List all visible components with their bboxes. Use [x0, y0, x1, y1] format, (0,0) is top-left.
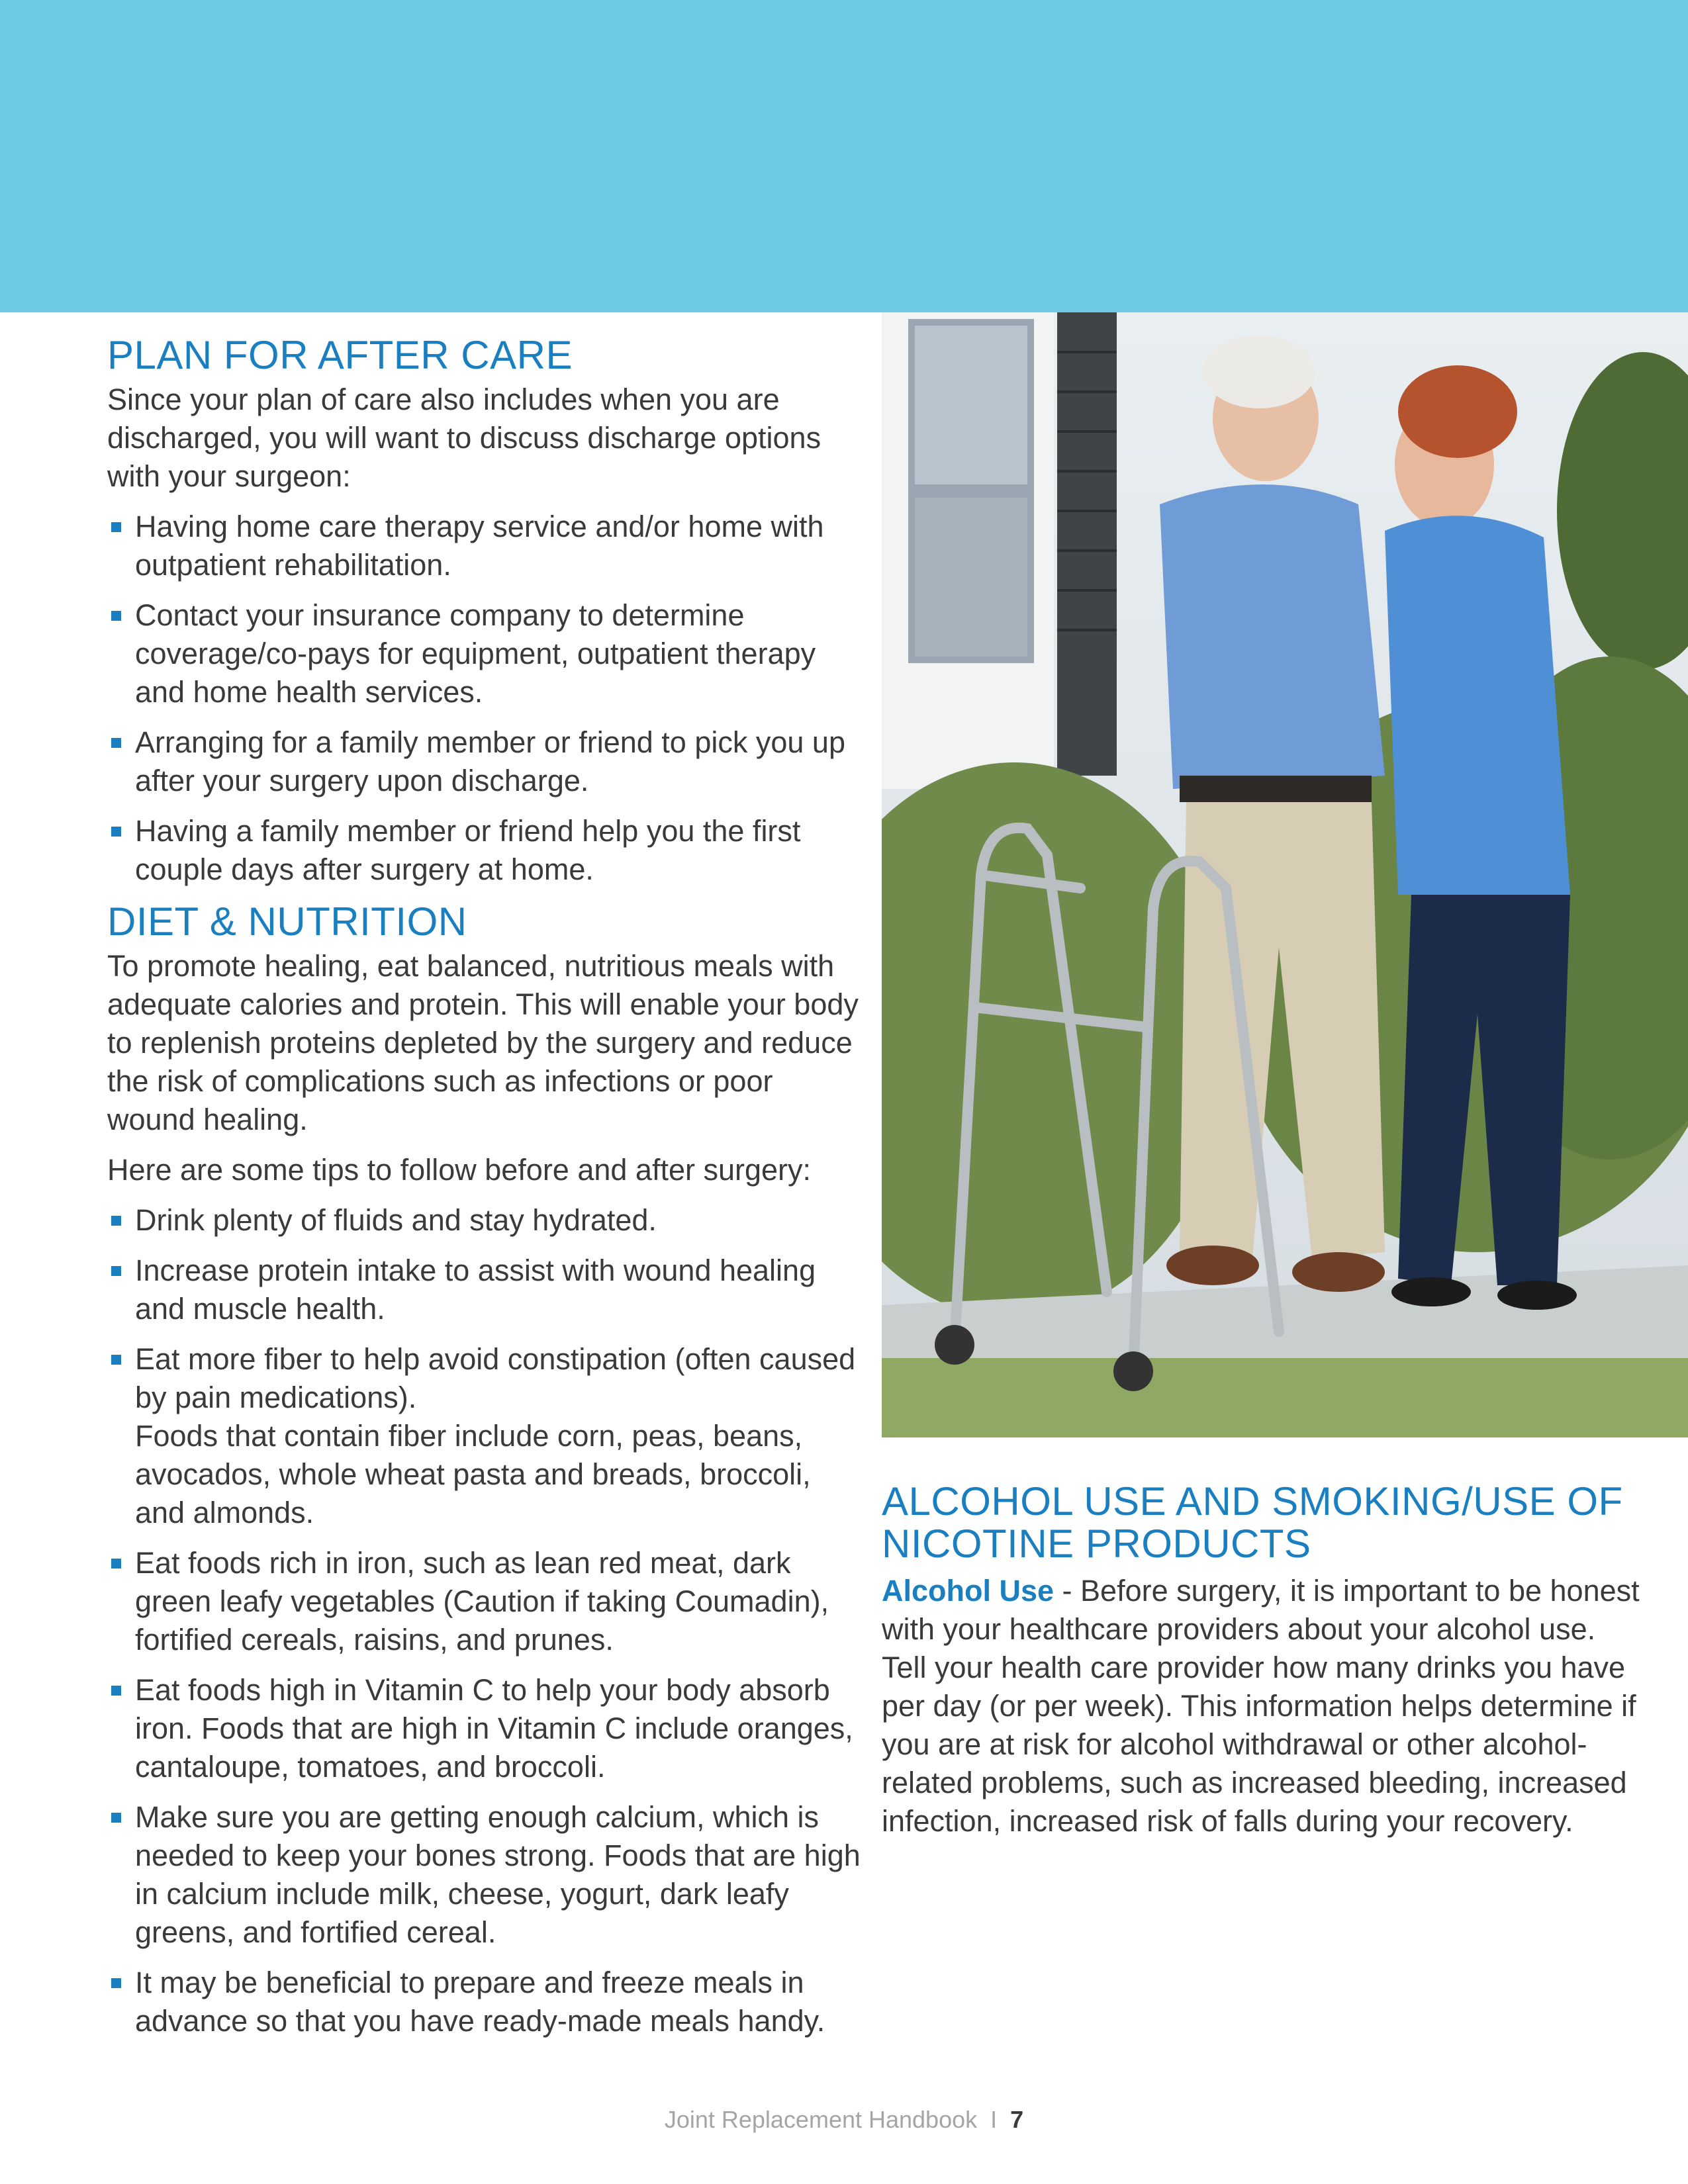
list-item-text: It may be beneficial to prepare and freeze meals in advance so that you have ready-made meals handy.: [135, 1966, 825, 2038]
list-item: [107, 1671, 868, 1786]
list-item: [107, 1201, 868, 1240]
photo-illustration: [882, 312, 1688, 1437]
list-item: [107, 1964, 868, 2040]
alcohol-use-term: Alcohol Use: [882, 1574, 1055, 1608]
bullet-square-icon: [111, 738, 121, 748]
list-item-text: Eat foods rich in iron, such as lean red meat, dark green leafy vegetables (Caution if taking Coumadin), fortified cereals, raisins, and prunes.: [135, 1546, 829, 1657]
list-item-text: Eat more fiber to help avoid constipation (often caused by pain medications).: [135, 1342, 856, 1414]
alcohol-body: Before surgery, it is important to be honest with your healthcare providers about your alcohol use. Tell your health care provider how many drinks you have per day (or per week). This information helps determine if you are at risk for alcohol withdrawal or other alcohol-related problems, such as increased bleeding, increased infection, increased risk of falls during your recovery.: [882, 1574, 1640, 1838]
list-item-text: Drink plenty of fluids and stay hydrated.: [135, 1203, 657, 1237]
list-item: [107, 1340, 868, 1532]
plan-intro: Since your plan of care also includes when you are discharged, you will want to discuss discharge options with your surgeon:: [107, 383, 821, 493]
list-item: [107, 723, 868, 800]
plan-list: [107, 508, 868, 889]
alcohol-heading: ALCOHOL USE AND SMOKING/USE OF NICOTINE PRODUCTS: [882, 1479, 1623, 1566]
footer-separator: I: [990, 2106, 998, 2133]
list-item: [107, 508, 868, 584]
diet-intro: To promote healing, eat balanced, nutritious meals with adequate calories and protein. This will enable your body to replenish proteins depleted by the surgery and reduce the risk of complications such as infections or poor wound healing.: [107, 949, 859, 1136]
photo-couple-with-walker: [882, 312, 1688, 1437]
page-footer: [0, 2106, 1688, 2134]
list-item-text: Eat foods high in Vitamin C to help your body absorb iron. Foods that are high in Vitamin C include oranges, cantaloupe, tomatoes, and broccoli.: [135, 1673, 853, 1784]
bullet-square-icon: [111, 522, 121, 532]
list-item: [107, 1798, 868, 1952]
right-column: [882, 1480, 1643, 1852]
list-item: [107, 1544, 868, 1659]
list-item-text: Contact your insurance company to determine coverage/co-pays for equipment, outpatient therapy and home health services.: [135, 598, 816, 709]
bullet-square-icon: [111, 1355, 121, 1365]
list-item-text: Increase protein intake to assist with wound healing and muscle health.: [135, 1253, 816, 1326]
bullet-square-icon: [111, 1686, 121, 1696]
left-column: [107, 334, 868, 2052]
list-item-text: Having home care therapy service and/or home with outpatient rehabilitation.: [135, 510, 824, 582]
list-item: [107, 1251, 868, 1328]
bullet-square-icon: [111, 1813, 121, 1823]
bullet-square-icon: [111, 1216, 121, 1226]
list-item-text: Arranging for a family member or friend to pick you up after your surgery upon discharge.: [135, 725, 845, 797]
bullet-square-icon: [111, 1978, 121, 1988]
bullet-square-icon: [111, 611, 121, 621]
alcohol-paragraph: [882, 1572, 1643, 1841]
footer-title: Joint Replacement Handbook: [664, 2106, 978, 2133]
header-band: [0, 0, 1688, 312]
diet-tips-intro: Here are some tips to follow before and after surgery:: [107, 1153, 812, 1187]
page-number: 7: [1010, 2106, 1024, 2133]
diet-heading: DIET & NUTRITION: [107, 899, 467, 944]
fiber-foods-text: Foods that contain fiber include corn, peas, beans, avocados, whole wheat pasta and breads, broccoli, and almonds.: [135, 1419, 811, 1529]
list-item-text: Make sure you are getting enough calcium, which is needed to keep your bones strong. Foods that are high in calcium include milk, cheese, yogurt, dark leafy greens, and fortified cereal.: [135, 1800, 861, 1949]
list-item: [107, 596, 868, 711]
lead-separator: -: [1054, 1574, 1081, 1608]
plan-heading: PLAN FOR AFTER CARE: [107, 333, 573, 377]
list-item: [107, 812, 868, 889]
bullet-square-icon: [111, 1266, 121, 1276]
diet-list: [107, 1201, 868, 2040]
bullet-square-icon: [111, 827, 121, 837]
bullet-square-icon: [111, 1559, 121, 1569]
list-item-text: Having a family member or friend help you the first couple days after surgery at home.: [135, 814, 801, 886]
